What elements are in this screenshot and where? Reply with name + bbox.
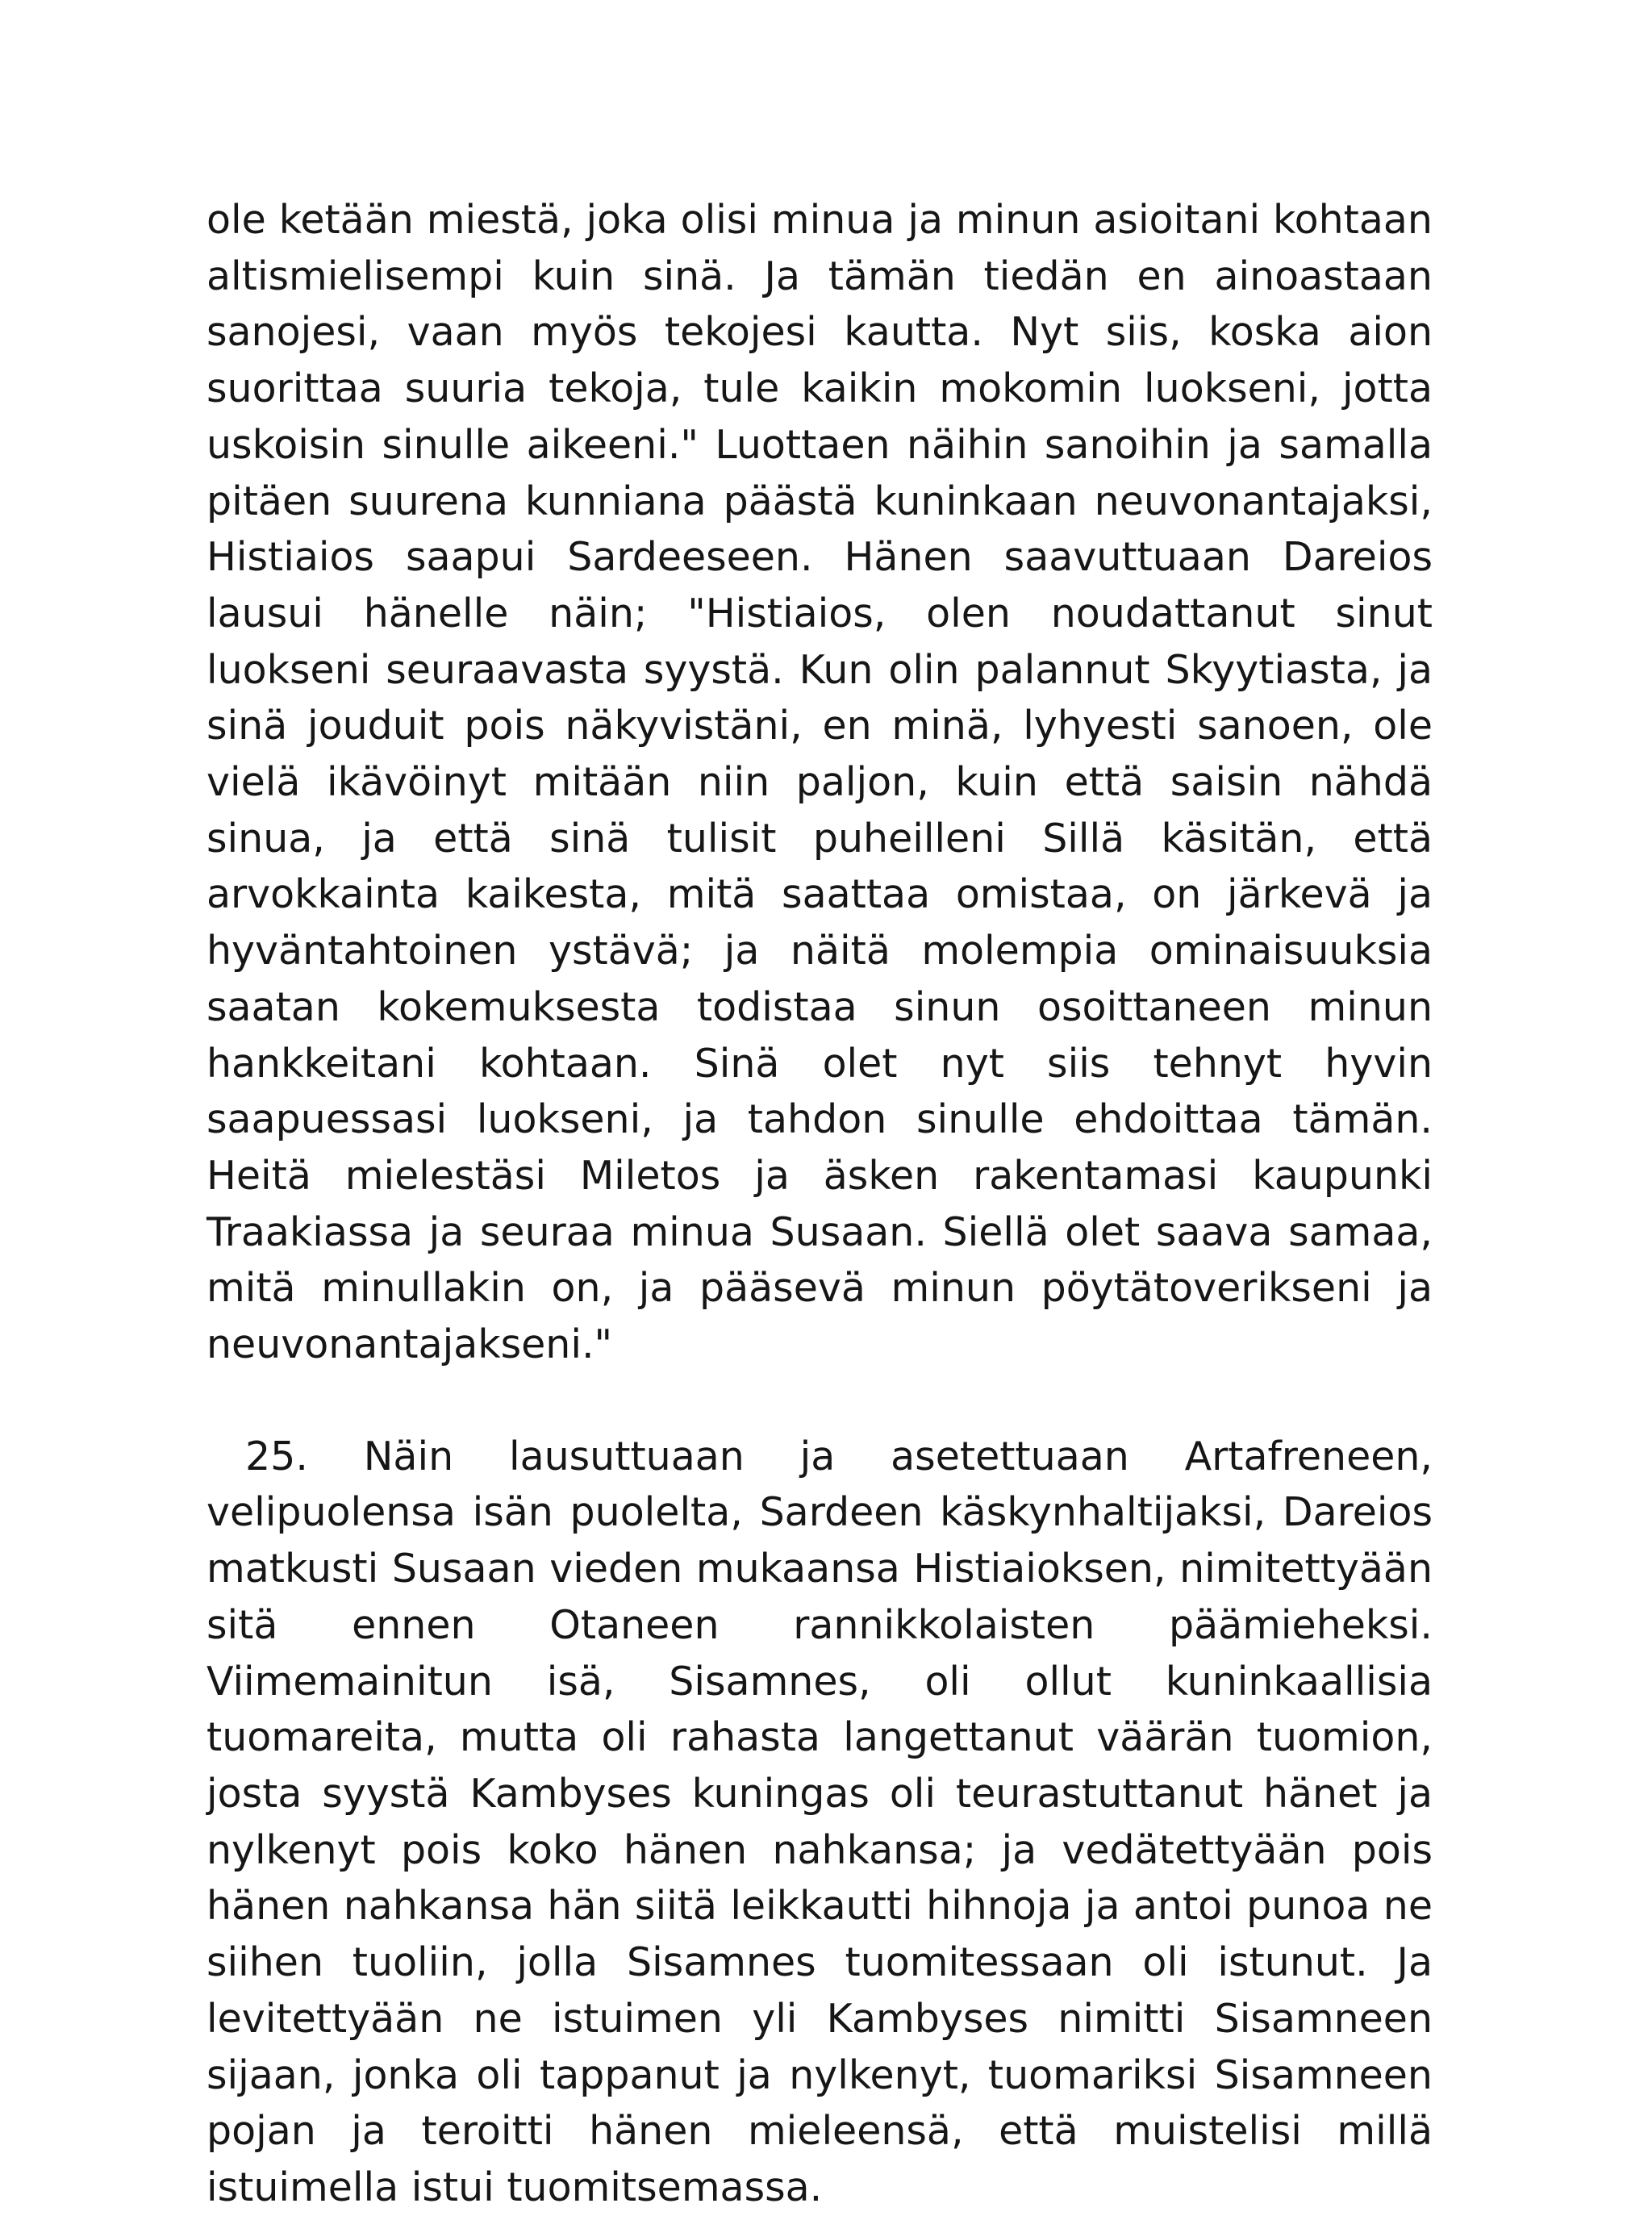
body-text	[206, 192, 1433, 2216]
paragraph-25: 25. Näin lausuttuaan ja asetettuaan Artafreneen, velipuolensa isän puolelta, Sardeen käskynhaltijaksi, Dareios matkusti Susaan vieden mukaansa Histiaioksen, nimitettyään sitä ennen Otaneen rannikkolaisten päämieheksi. Viimemainitun isä, Sisamnes, oli ollut kuninkaallisia tuomareita, mutta oli rahasta langettanut väärän tuomion, josta syystä Kambyses kuningas oli teurastuttanut hänet ja nylkenyt pois koko hänen nahkansa; ja vedätettyään pois hänen nahkansa hän siitä leikkautti hihnoja ja antoi punoa ne siihen tuoliin, jolla Sisamnes tuomitessaan oli istunut. Ja levitettyään ne istuimen yli Kambyses nimitti Sisamneen sijaan, jonka oli tappanut ja nylkenyt, tuomariksi Sisamneen pojan ja teroitti hänen mieleensä, että muistelisi millä istuimella istui tuomitsemassa.	[206, 1433, 1433, 2210]
paragraph-continued: ole ketään miestä, joka olisi minua ja minun asioitani kohtaan altismielisempi kuin sinä. Ja tämän tiedän en ainoastaan sanojesi, vaan myös tekojesi kautta. Nyt siis, koska aion suorittaa suuria tekoja, tule kaikin mokomin luokseni, jotta uskoisin sinulle aikeeni." Luottaen näihin sanoihin ja samalla pitäen suurena kunniana päästä kuninkaan neuvonantajaksi, Histiaios saapui Sardeeseen. Hänen saavuttuaan Dareios lausui hänelle näin; "Histiaios, olen noudattanut sinut luokseni seuraavasta syystä. Kun olin palannut Skyytiasta, ja sinä jouduit pois näkyvistäni, en minä, lyhyesti sanoen, ole vielä ikävöinyt mitään niin paljon, kuin että saisin nähdä sinua, ja että sinä tulisit puheilleni Sillä käsitän, että arvokkainta kaikesta, mitä saattaa omistaa, on järkevä ja hyväntahtoinen ystävä; ja näitä molempia ominaisuuksia saatan kokemuksesta todistaa sinun osoittaneen minun hankkeitani kohtaan. Sinä olet nyt siis tehnyt hyvin saapuessasi luokseni, ja tahdon sinulle ehdoittaa tämän. Heitä mielestäsi Miletos ja äsken rakentamasi kaupunki Traakiassa ja seuraa minua Susaan. Siellä olet saava samaa, mitä minullakin on, ja pääsevä minun pöytätoverikseni ja neuvonantajakseni."	[206, 197, 1433, 1368]
